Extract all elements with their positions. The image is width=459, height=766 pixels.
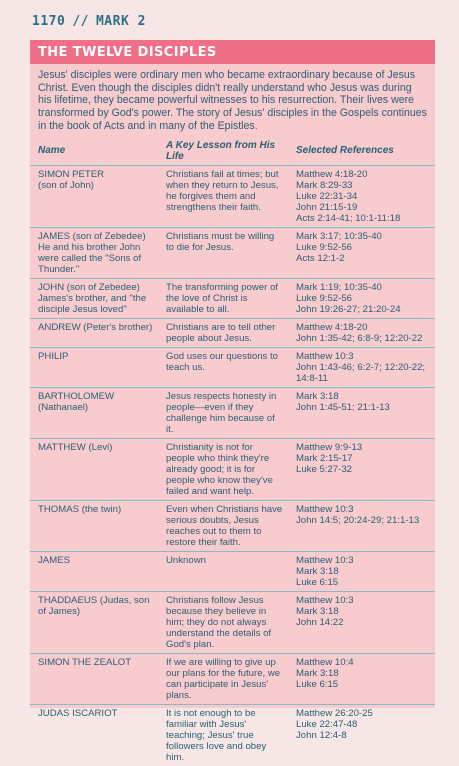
disciples-sidebar [30, 40, 435, 763]
references: Mark 3:18 John 1:45-51; 21:1-13 [288, 387, 435, 438]
disciple-name: PHILIP [30, 347, 158, 387]
page-header [32, 14, 146, 29]
table-row [30, 653, 435, 704]
key-lesson: Jesus respects honesty in people—even if they challenge him because of it. [158, 387, 288, 438]
references: Matthew 4:18-20 John 1:35-42; 6:8-9; 12:20-22 [288, 318, 435, 347]
table-header-row [30, 136, 435, 166]
table-row [30, 318, 435, 347]
book-title: MARK 2 [95, 14, 146, 29]
disciples-table [30, 136, 435, 766]
table-row [30, 591, 435, 653]
column-header-references: Selected References [288, 136, 435, 166]
disciple-name: SIMON PETER (son of John) [30, 165, 158, 227]
column-header-lesson: A Key Lesson from His Life [158, 136, 288, 166]
disciple-name: JOHN (son of Zebedee) James's brother, and "the disciple Jesus loved" [30, 278, 158, 318]
references: Mark 1:19; 10:35-40 Luke 9:52-56 John 19:26-27; 21:20-24 [288, 278, 435, 318]
key-lesson: Christians must be willing to die for Jesus. [158, 227, 288, 278]
key-lesson: Christians are to tell other people about Jesus. [158, 318, 288, 347]
page-number: 1170 [32, 14, 66, 29]
key-lesson: Christianity is not for people who think they're already good; it is for people who know they've failed and want help. [158, 438, 288, 500]
sidebar-title: THE TWELVE DISCIPLES [38, 44, 217, 60]
disciple-name: BARTHOLOMEW (Nathanael) [30, 387, 158, 438]
disciple-name: JUDAS ISCARIOT [30, 704, 158, 766]
key-lesson: Christians fail at times; but when they return to Jesus, he forgives them and strengthens their faith. [158, 165, 288, 227]
table-row [30, 500, 435, 551]
references: Matthew 4:18-20 Mark 8:29-33 Luke 22:31-34 John 21:15-19 Acts 2:14-41; 10:1-11:18 [288, 165, 435, 227]
key-lesson: Unknown [158, 551, 288, 591]
key-lesson: God uses our questions to teach us. [158, 347, 288, 387]
key-lesson: Christians follow Jesus because they believe in him; they do not always understand the details of God's plan. [158, 591, 288, 653]
disciple-name: ANDREW (Peter's brother) [30, 318, 158, 347]
table-row [30, 551, 435, 591]
references: Mark 3:17; 10:35-40 Luke 9:52-56 Acts 12:1-2 [288, 227, 435, 278]
references: Matthew 26:20-25 Luke 22:47-48 John 12:4-8 [288, 704, 435, 766]
references: Matthew 10:3 John 1:43-46; 6:2-7; 12:20-22; 14:8-11 [288, 347, 435, 387]
key-lesson: If we are willing to give up our plans for the future, we can participate in Jesus' plans. [158, 653, 288, 704]
disciple-name: THOMAS (the twin) [30, 500, 158, 551]
references: Matthew 10:3 Mark 3:18 Luke 6:15 [288, 551, 435, 591]
key-lesson: Even when Christians have serious doubts, Jesus reaches out to them to restore their faith. [158, 500, 288, 551]
references: Matthew 9:9-13 Mark 2:15-17 Luke 5:27-32 [288, 438, 435, 500]
table-row [30, 278, 435, 318]
header-separator: // [72, 14, 89, 29]
references: Matthew 10:3 Mark 3:18 John 14:22 [288, 591, 435, 653]
disciple-name: JAMES (son of Zebedee) He and his brother John were called the "Sons of Thunder." [30, 227, 158, 278]
references: Matthew 10:4 Mark 3:18 Luke 6:15 [288, 653, 435, 704]
table-row [30, 165, 435, 227]
table-row [30, 347, 435, 387]
disciple-name: THADDAEUS (Judas, son of James) [30, 591, 158, 653]
disciple-name: SIMON THE ZEALOT [30, 653, 158, 704]
table-row [30, 704, 435, 766]
column-header-name: Name [30, 136, 158, 166]
key-lesson: It is not enough to be familiar with Jesus' teaching; Jesus' true followers love and obey him. [158, 704, 288, 766]
sidebar-intro: Jesus' disciples were ordinary men who became extraordinary because of Jesus Christ. Even though the disciples didn't really understand who Jesus was during his lifetime, they became powerful witnesses to his resurrection. Their lives were transformed by God's power. The story of Jesus' disciples in the Gospels continues in the book of Acts and in many of the Epistles. [38, 69, 427, 132]
key-lesson: The transforming power of the love of Christ is available to all. [158, 278, 288, 318]
table-row [30, 387, 435, 438]
table-row [30, 438, 435, 500]
references: Matthew 10:3 John 14:5; 20:24-29; 21:1-13 [288, 500, 435, 551]
sidebar-title-bar [30, 40, 435, 64]
disciple-name: MATTHEW (Levi) [30, 438, 158, 500]
disciple-name: JAMES [30, 551, 158, 591]
table-row [30, 227, 435, 278]
